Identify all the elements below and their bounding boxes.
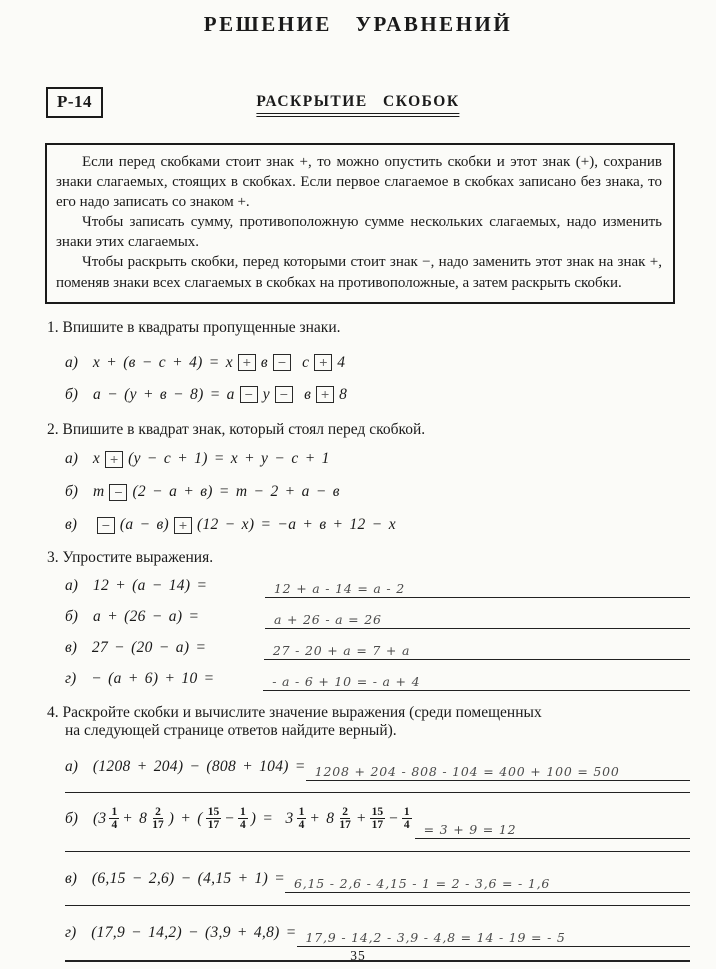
- rule-paragraph: Чтобы раскрыть скобки, перед которыми стоит знак −, надо заменить этот знак на знак +, поменяв знаки всех слагаемых в скобках на противоположные, а затем раскрыть скобки.: [56, 254, 662, 291]
- equation-row-1a: [65, 350, 690, 376]
- answer-line: [265, 608, 690, 629]
- answer-line: [263, 670, 690, 691]
- item-label: а): [65, 353, 78, 371]
- handwritten-answer: 6,15 - 2,6 - 4,15 - 1 = 2 - 3,6 = - 1,6: [293, 875, 551, 891]
- equation-text: (6,15 − 2,6) − (4,15 + 1) =: [91, 870, 285, 888]
- fraction-numerator: 15: [207, 805, 220, 818]
- item-label: а): [65, 758, 78, 776]
- answer-box: [240, 386, 258, 403]
- fraction: [109, 806, 119, 832]
- equation-text: x + (в − c + 4) = x: [92, 353, 233, 371]
- equation-text: ) + (: [168, 809, 203, 827]
- equation-text: (y − c + 1) = x + y − c + 1: [128, 450, 330, 468]
- fraction-denominator: 4: [298, 819, 305, 832]
- ruled-line: [65, 792, 690, 793]
- fraction-denominator: 17: [152, 819, 164, 832]
- handwritten-sign: −: [279, 388, 289, 402]
- handwritten-sign: +: [320, 388, 330, 402]
- section-header: [0, 85, 716, 121]
- problem-3: [47, 549, 690, 691]
- equation-text: + 8: [309, 809, 335, 827]
- answer-line: [306, 760, 690, 781]
- fraction: [238, 806, 248, 832]
- problem-4: [47, 704, 690, 781]
- fraction-denominator: 17: [207, 819, 220, 832]
- item-label: б): [65, 385, 78, 403]
- answer-box: [316, 386, 334, 403]
- handwritten-answer: a + 26 - a = 26: [273, 611, 382, 627]
- handwritten-sign: +: [242, 356, 252, 370]
- equation-text: (3: [92, 809, 107, 827]
- fraction-denominator: 4: [240, 819, 246, 832]
- item-label: а): [65, 577, 78, 595]
- fraction: [150, 806, 166, 832]
- item-label: б): [65, 809, 78, 827]
- fraction-numerator: 1: [240, 805, 246, 818]
- rule-box: [45, 143, 675, 304]
- equation-text: (a − в): [119, 516, 170, 534]
- problem-1: [47, 319, 690, 408]
- item-label: б): [65, 608, 78, 626]
- equation-row-3d: [65, 668, 690, 691]
- equation-text: (12 − x) = −a + в + 12 − x: [197, 516, 396, 534]
- equation-text: m: [92, 483, 105, 501]
- fraction-numerator: 2: [342, 805, 348, 818]
- page-number: 35: [350, 948, 366, 963]
- answer-line: [264, 639, 690, 660]
- fraction: [402, 806, 412, 832]
- answer-box: [97, 517, 115, 534]
- problem-2-title: 2. Впишите в квадрат знак, который стоял перед скобкой.: [47, 420, 426, 438]
- answer-box: [314, 354, 332, 371]
- handwritten-sign: +: [178, 518, 188, 532]
- ruled-line: [65, 905, 690, 906]
- equation-row-4d: [65, 920, 690, 947]
- equation-row-2b: [65, 480, 690, 505]
- equation-row-3a: [65, 575, 690, 598]
- answer-line: [285, 872, 690, 893]
- answer-box: [238, 354, 256, 371]
- fraction-numerator: 1: [403, 805, 410, 818]
- page-title: РЕШЕНИЕ УРАВНЕНИЙ: [203, 12, 513, 36]
- fraction-numerator: 15: [371, 805, 384, 818]
- fraction: [337, 806, 353, 832]
- handwritten-sign: −: [101, 518, 111, 532]
- answer-line: [265, 577, 690, 598]
- handwritten-sign: −: [277, 356, 287, 370]
- handwritten-answer: 27 - 20 + a = 7 + a: [272, 642, 411, 658]
- equation-text: ) = 3: [250, 809, 294, 827]
- equation-text: 4: [337, 353, 346, 371]
- handwritten-sign: −: [113, 485, 124, 499]
- fraction-denominator: 17: [339, 819, 351, 832]
- equation-text: −: [388, 809, 399, 827]
- answer-box: [275, 386, 293, 403]
- equation-text: 12 + (a − 14) =: [92, 577, 208, 595]
- problem-4-title-line2: на следующей странице ответов найдите верный).: [65, 721, 397, 739]
- rule-paragraph: Если перед скобками стоит знак +, то можно опустить скобки и этот знак (+), сохранив знаки слагаемых, стоящих в скобках. Если первое слагаемое в скобках записано без знака, то его надо записать со знаком +.: [56, 154, 662, 211]
- ruled-line: [65, 851, 690, 852]
- item-label: в): [65, 639, 77, 657]
- equation-row-4c: [65, 866, 690, 893]
- item-label: в): [65, 870, 77, 888]
- handwritten-sign: +: [109, 452, 119, 466]
- equation-text: −: [224, 809, 236, 827]
- handwritten-answer: 17,9 - 14,2 - 3,9 - 4,8 = 14 - 19 = - 5: [305, 929, 566, 945]
- handwritten-answer: 1208 + 204 - 808 - 104 = 400 + 100 = 500: [314, 763, 620, 779]
- equation-text: (1208 + 204) − (808 + 104) =: [92, 758, 306, 776]
- equation-row-3b: [65, 606, 690, 629]
- equation-text: x: [92, 450, 101, 468]
- equation-row-4b: [65, 799, 690, 839]
- equation-text: 8: [339, 385, 348, 403]
- equation-row-2a: [65, 447, 690, 472]
- answer-box: [105, 451, 123, 468]
- answer-line: [297, 926, 690, 947]
- problem-1-title: 1. Впишите в квадраты пропущенные знаки.: [47, 318, 341, 336]
- equation-text: + 8: [122, 809, 148, 827]
- handwritten-answer: = 3 + 9 = 12: [423, 821, 517, 837]
- fraction-numerator: 1: [298, 805, 305, 818]
- equation-text: +: [355, 809, 367, 827]
- worksheet-code-badge: Р-14: [46, 87, 103, 118]
- equation-text: в: [297, 385, 312, 403]
- item-label: г): [65, 670, 77, 688]
- fraction: [370, 806, 386, 832]
- equation-text: a + (26 − a) =: [92, 608, 200, 626]
- handwritten-sign: +: [318, 356, 328, 370]
- equation-row-3c: [65, 637, 690, 660]
- problem-4b: [47, 799, 690, 839]
- fraction-denominator: 4: [111, 819, 118, 832]
- problem-2: [47, 421, 690, 538]
- equation-row-1b: [65, 382, 690, 408]
- problem-4-title: 4. Раскройте скобки и вычислите значение выражения (среди помещенных: [47, 703, 542, 721]
- fraction-numerator: 1: [111, 805, 118, 818]
- equation-text: c: [295, 353, 310, 371]
- equation-text: 27 − (20 − a) =: [91, 639, 207, 657]
- fraction-denominator: 4: [403, 819, 410, 832]
- problem-4c: [47, 866, 690, 893]
- equation-text: a − (y + в − 8) = a: [92, 385, 235, 403]
- equation-row-2c: [65, 513, 690, 538]
- answer-box: [174, 517, 192, 534]
- handwritten-sign: −: [244, 388, 254, 402]
- item-label: в): [65, 516, 77, 534]
- equation-text: y: [262, 385, 270, 403]
- answer-box: [109, 484, 127, 501]
- equation-text: в: [260, 353, 268, 371]
- fraction-denominator: 17: [371, 819, 384, 832]
- equation-row-4a: [65, 754, 690, 781]
- fraction-numerator: 2: [155, 805, 161, 818]
- equation-text: − (a + 6) + 10 =: [91, 670, 215, 688]
- handwritten-answer: - a - 6 + 10 = - a + 4: [272, 673, 421, 689]
- handwritten-answer: 12 + a - 14 = a - 2: [273, 580, 405, 596]
- section-title: РАСКРЫТИЕ СКОБОК: [256, 93, 459, 117]
- item-label: а): [65, 450, 78, 468]
- equation-text: (2 − a + в) = m − 2 + a − в: [132, 483, 340, 501]
- problem-4d: [47, 920, 690, 947]
- answer-line: [415, 818, 690, 839]
- item-label: б): [65, 483, 78, 501]
- rule-paragraph: Чтобы записать сумму, противоположную сумме нескольких слагаемых, надо изменить знаки этих слагаемых.: [56, 214, 662, 251]
- fraction: [297, 806, 307, 832]
- equation-text: (17,9 − 14,2) − (3,9 + 4,8) =: [91, 924, 297, 942]
- item-label: г): [65, 924, 77, 942]
- answer-box: [273, 354, 291, 371]
- problem-3-title: 3. Упростите выражения.: [47, 548, 214, 566]
- fraction: [206, 806, 222, 832]
